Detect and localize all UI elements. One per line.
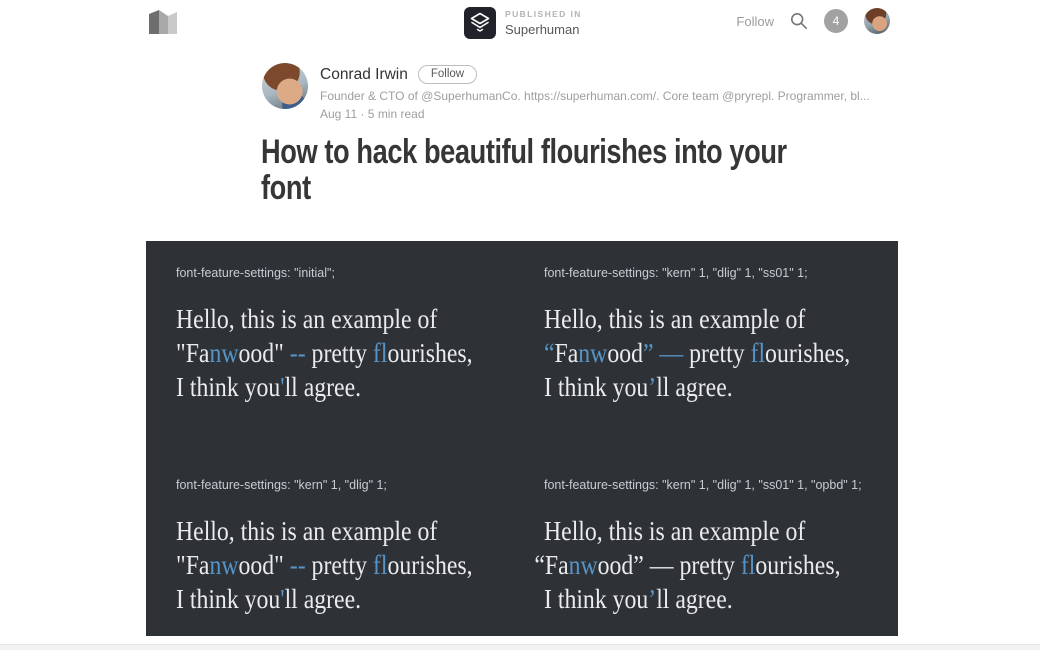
notification-badge[interactable]: 4 bbox=[824, 9, 848, 33]
font-feature-demo-figure bbox=[146, 241, 898, 636]
superhuman-logo-icon bbox=[464, 7, 496, 39]
post-meta: Aug 11 · 5 min read bbox=[320, 107, 425, 121]
author-avatar[interactable] bbox=[262, 63, 308, 109]
published-in-label: PUBLISHED IN bbox=[505, 9, 582, 19]
css-code-line: font-feature-settings: "initial"; bbox=[176, 266, 335, 280]
demo-quadrant-kern-dlig-ss01-opbd bbox=[534, 477, 912, 616]
article-title-line-1: How to hack beautiful flourishes into your bbox=[261, 133, 787, 171]
css-code-line: font-feature-settings: "kern" 1, "dlig" 1, "ss01" 1, "opbd" 1; bbox=[544, 478, 862, 492]
author-bio: Founder & CTO of @SuperhumanCo. https://superhuman.com/. Core team @pryrepl. Programmer, bl... bbox=[320, 89, 870, 103]
sample-text: Hello, this is an example of "Fanwood" -- pretty flourishes, I think you'll agree. bbox=[176, 304, 473, 402]
medium-logo-icon[interactable] bbox=[148, 9, 178, 35]
header-follow-link[interactable]: Follow bbox=[736, 13, 774, 29]
sample-text: Hello, this is an example of “Fanwood” — pretty flourishes, I think you’ll agree. bbox=[544, 304, 851, 402]
demo-quadrant-kern-dlig-ss01 bbox=[544, 265, 912, 477]
author-block bbox=[262, 63, 870, 121]
author-name[interactable]: Conrad Irwin bbox=[320, 65, 408, 83]
search-icon[interactable] bbox=[790, 12, 808, 30]
css-code-line: font-feature-settings: "kern" 1, "dlig" 1, "ss01" 1; bbox=[544, 266, 808, 280]
publication-name[interactable]: Superhuman bbox=[505, 22, 580, 37]
author-follow-button[interactable]: Follow bbox=[418, 65, 477, 84]
demo-quadrant-initial bbox=[176, 265, 544, 477]
demo-quadrant-kern-dlig bbox=[176, 477, 544, 616]
publication-link[interactable] bbox=[464, 7, 582, 39]
top-navigation-bar bbox=[0, 0, 1040, 46]
next-section-divider bbox=[0, 644, 1040, 650]
article-title-line-2: font bbox=[261, 169, 311, 207]
sample-text: Hello, this is an example of "Fanwood" -- pretty flourishes, I think you'll agree. bbox=[176, 516, 473, 614]
user-avatar[interactable] bbox=[864, 8, 890, 34]
article-title bbox=[261, 134, 918, 206]
css-code-line: font-feature-settings: "kern" 1, "dlig" 1; bbox=[176, 478, 387, 492]
sample-text: Hello, this is an example of “Fanwood” — pretty flourishes, I think you’ll agree. bbox=[534, 516, 841, 614]
